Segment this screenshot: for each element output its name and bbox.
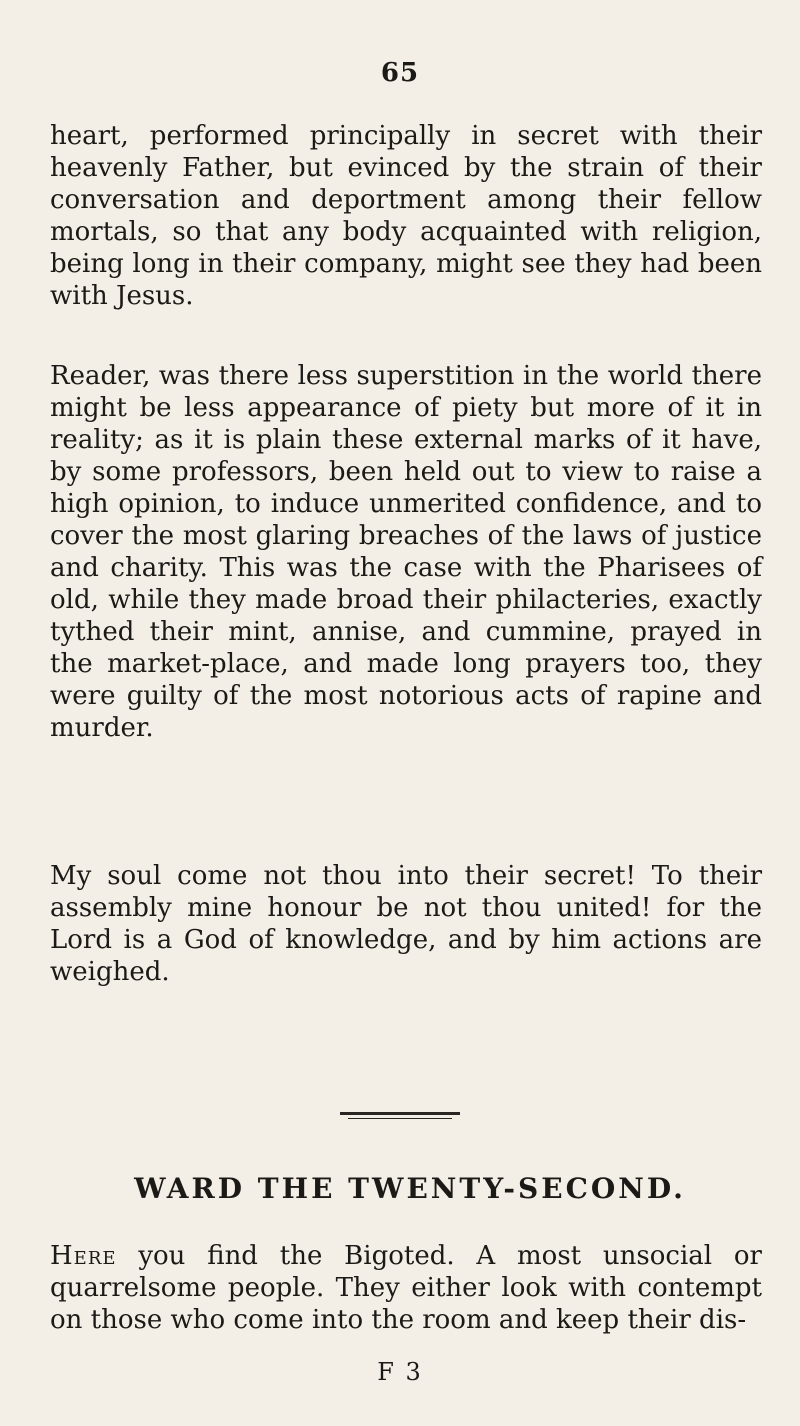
paragraph-3: My soul come not thou into their secret! To their assembly mine honour be not thou united! for the Lord is a God of knowledge, and by him actions are weighed. xyxy=(50,861,762,987)
page-number: 65 xyxy=(380,58,420,88)
paragraph-1: heart, performed principally in secret with their heavenly Father, but evinced by the strain of their conversation and deportment among their fellow mortals, so that any body acquainted with religion, being long in their company, might see they had been with Jesus. xyxy=(50,121,762,311)
section-divider xyxy=(340,1112,460,1115)
paragraph-2: Reader, was there less superstition in the world there might be less appearance of piety but more of it in reality; as it is plain these external marks of it have, by some professors, been held out to view to raise a high opinion, to induce unmerited confidence, and to cover the most glaring breaches of the laws of justice and charity. This was the case with the Pharisees of old, while they made broad their philacteries, exactly tythed their mint, annise, and cummine, prayed in the market-place, and made long prayers too, they were guilty of the most notorious acts of rapine and murder. xyxy=(50,361,762,743)
section-title: WARD THE TWENTY-SECOND. xyxy=(134,1172,686,1205)
paragraph-4 xyxy=(50,1240,762,1336)
signature-mark: F 3 xyxy=(377,1358,423,1386)
section-text: you find the Bigoted. A most unsocial or quarrelsome people. They either look with contempt on those who come into the room and keep their dis- xyxy=(50,1241,762,1335)
section-lead-word: Here xyxy=(50,1241,117,1271)
